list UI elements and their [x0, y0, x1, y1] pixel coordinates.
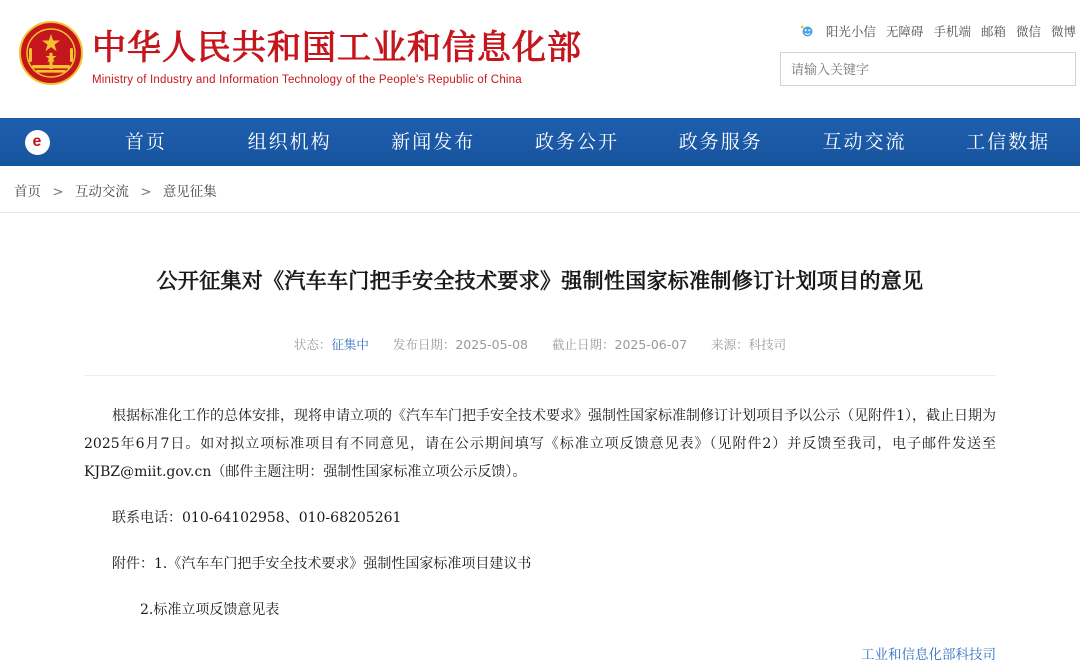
meta-deadline-label: 截止日期：	[551, 337, 615, 352]
meta-source	[711, 337, 786, 352]
ministry-name-cn: 中华人民共和国工业和信息化部	[92, 28, 582, 68]
nav-item-government-affairs[interactable]: 政务公开	[535, 131, 620, 153]
article-paragraph-2: 联系电话：010-64102958、010-68205261	[112, 510, 402, 526]
miit-logo-icon[interactable]	[0, 130, 74, 155]
nav-item-list	[74, 118, 1080, 166]
top-link-mail[interactable]: 邮箱	[980, 25, 1006, 39]
top-quick-links	[800, 22, 1076, 40]
nav-item-organization[interactable]: 组织机构	[247, 131, 332, 153]
sun-mascot-icon	[800, 24, 815, 39]
national-emblem-icon	[18, 20, 84, 86]
page-title: 公开征集对《汽车车门把手安全技术要求》强制性国家标准制修订计划项目的意见	[156, 269, 924, 293]
top-link-sunshine[interactable]: 阳光小信	[825, 25, 876, 39]
attachment-line-2: 2.标准立项反馈意见表	[140, 602, 280, 618]
nav-item-services[interactable]: 政务服务	[678, 131, 763, 153]
article-body	[84, 376, 996, 624]
ministry-name-en: Ministry of Industry and Information Technology of the People's Republic of China	[92, 74, 522, 86]
site-header	[0, 0, 1080, 118]
meta-deadline	[552, 337, 691, 352]
status-badge: 征集中	[331, 337, 369, 352]
meta-publish-date	[393, 337, 532, 352]
meta-status-label: 状态：	[293, 337, 332, 352]
article-container	[0, 212, 1080, 667]
meta-publish-value: 2025-05-08	[455, 337, 528, 352]
breadcrumb-separator: >	[140, 184, 152, 200]
breadcrumb-item-interaction[interactable]: 互动交流	[74, 184, 129, 200]
nav-item-home[interactable]: 首页	[124, 131, 167, 153]
attachment-line-1: 附件：1.《汽车车门把手安全技术要求》强制性国家标准项目建议书	[112, 556, 532, 572]
nav-item-news[interactable]: 新闻发布	[391, 131, 476, 153]
breadcrumb-item-home[interactable]: 首页	[14, 184, 41, 200]
nav-item-data[interactable]: 工信数据	[966, 131, 1051, 153]
meta-source-value: 科技司	[748, 337, 787, 352]
search-input[interactable]	[781, 53, 1075, 85]
breadcrumb	[0, 166, 1080, 212]
breadcrumb-separator: >	[52, 184, 64, 200]
miit-logo-mark: e	[25, 130, 50, 155]
meta-deadline-value: 2025-06-07	[614, 337, 688, 352]
breadcrumb-item-opinion-solicitation[interactable]: 意见征集	[162, 184, 217, 200]
article-signature: 工业和信息化部科技司	[861, 647, 996, 663]
meta-status	[294, 337, 373, 352]
article-paragraph-1: 根据标准化工作的总体安排，现将申请立项的《汽车车门把手安全技术要求》强制性国家标准制修订计划项目予以公示（见附件1），截止日期为2025年6月7日。如对拟立项标准项目有不同意见，请在公示期间填写《标准立项反馈意见表》（见附件2）并反馈至我司，电子邮件发送至KJBZ@miit.gov.cn（邮件主题注明：强制性国家标准立项公示反馈）。	[84, 408, 996, 480]
search-box[interactable]	[780, 52, 1076, 86]
top-link-wechat[interactable]: 微信	[1015, 25, 1041, 39]
article-meta	[84, 335, 996, 376]
main-navigation	[0, 118, 1080, 166]
nav-item-interaction[interactable]: 互动交流	[822, 131, 907, 153]
meta-source-label: 来源：	[711, 337, 749, 352]
top-link-accessibility[interactable]: 无障碍	[885, 25, 924, 39]
top-link-mobile[interactable]: 手机端	[933, 25, 971, 39]
ministry-name-block	[92, 26, 582, 86]
top-link-weibo[interactable]: 微博	[1050, 25, 1076, 39]
meta-publish-label: 发布日期：	[392, 337, 456, 352]
